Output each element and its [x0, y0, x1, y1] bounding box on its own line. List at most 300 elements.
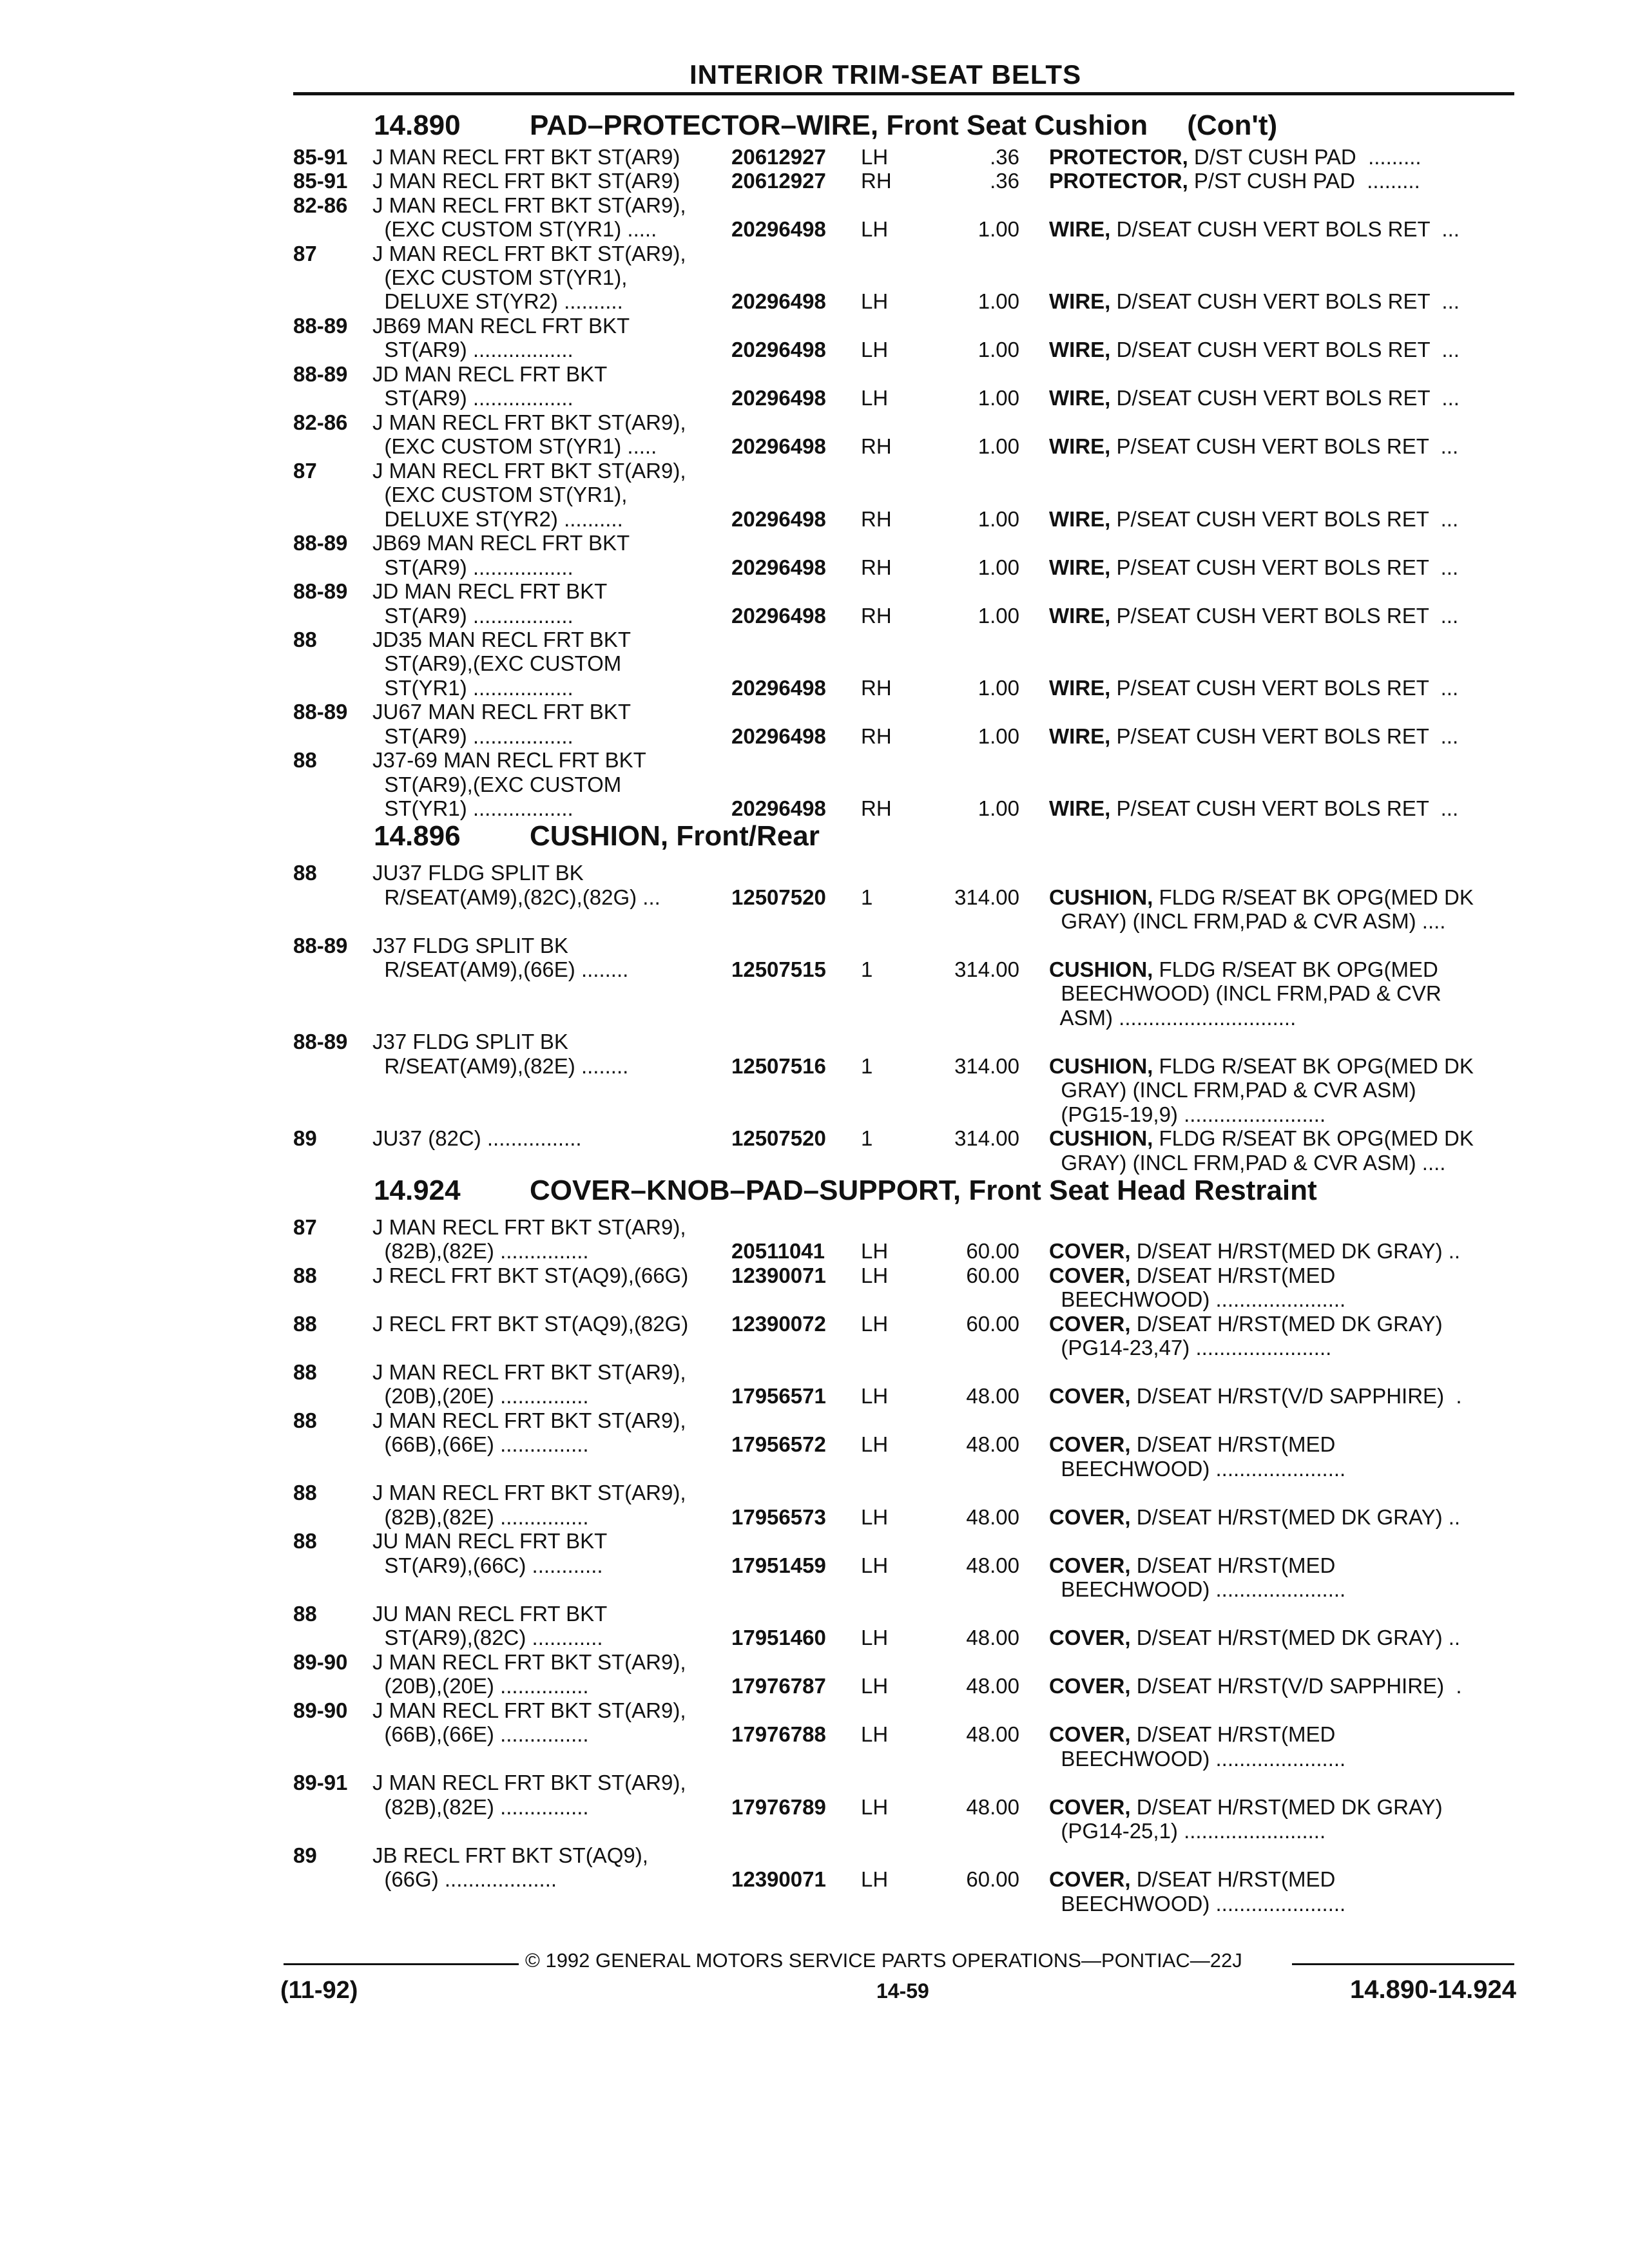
part-number: 20296498 [731, 386, 826, 410]
part-description [1049, 1006, 1296, 1030]
page-number: 14-59 [876, 1979, 929, 2003]
part-description [1049, 1626, 1460, 1650]
part-detail: FLDG R/SEAT BK OPG(MED [1153, 957, 1438, 981]
part-detail: D/SEAT H/RST(MED [1130, 1867, 1336, 1891]
catalog-line [293, 934, 1514, 958]
quantity: RH [861, 555, 892, 579]
section-title: PAD–PROTECTOR–WIRE, Front Seat Cushion (Con't) [530, 110, 1278, 141]
part-description [1049, 1577, 1345, 1602]
part-description [1049, 1336, 1331, 1360]
part-number: 17976788 [731, 1722, 826, 1746]
usage-description: (EXC CUSTOM ST(YR1), [372, 483, 628, 506]
quantity: 1 [861, 957, 873, 981]
catalog-line [293, 1239, 1514, 1264]
part-detail: D/SEAT H/RST(V/D SAPPHIRE) . [1130, 1384, 1462, 1408]
list-price: 314.00 [954, 885, 1019, 909]
part-name: COVER, [1049, 1553, 1131, 1577]
usage-description: ST(YR1) ................. [372, 676, 574, 700]
catalog-line [293, 909, 1514, 934]
part-number: 20296498 [731, 338, 826, 361]
catalog-line [293, 1722, 1514, 1747]
part-name: PROTECTOR, [1049, 169, 1188, 193]
list-price: 314.00 [954, 1054, 1019, 1078]
catalog-line [293, 289, 1514, 314]
list-price: .36 [990, 169, 1019, 193]
catalog-line [293, 314, 1514, 338]
part-number: 20296498 [731, 676, 826, 700]
catalog-line [293, 700, 1514, 724]
part-description [1049, 386, 1460, 410]
part-detail: D/SEAT H/RST(MED DK GRAY) [1130, 1795, 1443, 1819]
list-price: 1.00 [978, 796, 1019, 820]
usage-description: R/SEAT(AM9),(82E) ........ [372, 1054, 629, 1078]
part-name: CUSHION, [1049, 1054, 1153, 1078]
quantity: LH [861, 1264, 889, 1287]
catalog-line [293, 410, 1514, 435]
usage-description: JD35 MAN RECL FRT BKT [372, 628, 631, 651]
usage-description: J MAN RECL FRT BKT ST(AR9), [372, 1650, 686, 1674]
usage-description: (EXC CUSTOM ST(YR1) ..... [372, 217, 657, 241]
part-number: 20296498 [731, 555, 826, 579]
model-year: 82-86 [293, 193, 348, 217]
catalog-line [293, 1529, 1514, 1553]
usage-description: ST(AR9) ................. [372, 338, 574, 361]
list-price: 48.00 [966, 1553, 1019, 1577]
catalog-line [293, 217, 1514, 242]
part-detail: BEECHWOOD) ...................... [1049, 1457, 1346, 1481]
usage-description: (20B),(20E) ............... [372, 1384, 589, 1408]
catalog-line [293, 957, 1514, 982]
usage-description: J MAN RECL FRT BKT ST(AR9), [372, 193, 686, 217]
part-description [1049, 555, 1458, 580]
usage-description: (66B),(66E) ............... [372, 1722, 589, 1746]
quantity: 1 [861, 1126, 873, 1150]
catalog-line [293, 1626, 1514, 1650]
part-name: COVER, [1049, 1239, 1131, 1263]
usage-description: (20B),(20E) ............... [372, 1674, 589, 1698]
list-price: .36 [990, 145, 1019, 169]
part-detail: P/ST CUSH PAD ......... [1188, 169, 1420, 193]
list-price: 1.00 [978, 724, 1019, 748]
usage-description: JU37 (82C) ................ [372, 1126, 582, 1150]
usage-description: ST(AR9) ................. [372, 386, 574, 410]
part-description [1049, 1264, 1335, 1288]
catalog-line [293, 1553, 1514, 1578]
model-year: 88-89 [293, 314, 348, 338]
model-year: 88-89 [293, 700, 348, 724]
quantity: LH [861, 1722, 889, 1746]
usage-description: (66B),(66E) ............... [372, 1432, 589, 1456]
model-year: 88-89 [293, 531, 348, 555]
quantity: LH [861, 289, 889, 313]
catalog-line [293, 265, 1514, 290]
usage-description: J MAN RECL FRT BKT ST(AR9), [372, 1408, 686, 1432]
list-price: 1.00 [978, 676, 1019, 700]
part-description [1049, 885, 1474, 910]
usage-description: DELUXE ST(YR2) .......... [372, 289, 623, 313]
part-name: PROTECTOR, [1049, 145, 1188, 169]
usage-description: DELUXE ST(YR2) .......... [372, 507, 623, 531]
part-name: COVER, [1049, 1384, 1131, 1408]
part-name: COVER, [1049, 1867, 1131, 1891]
part-number: 20296498 [731, 217, 826, 241]
part-name: COVER, [1049, 1264, 1131, 1287]
model-year: 88-89 [293, 1030, 348, 1053]
usage-description: J MAN RECL FRT BKT ST(AR9), [372, 1360, 686, 1384]
catalog-line [293, 1312, 1514, 1336]
part-detail: P/SEAT CUSH VERT BOLS RET ... [1110, 676, 1459, 700]
part-number: 17976789 [731, 1795, 826, 1819]
part-detail: D/SEAT H/RST(MED [1130, 1553, 1336, 1577]
catalog-line [293, 145, 1514, 169]
part-detail: D/SEAT H/RST(MED DK GRAY) .. [1130, 1626, 1461, 1649]
part-name: CUSHION, [1049, 957, 1153, 981]
part-detail: BEECHWOOD) ...................... [1049, 1747, 1346, 1771]
catalog-line [293, 1771, 1514, 1795]
usage-description: J37 FLDG SPLIT BK [372, 934, 568, 957]
list-price: 60.00 [966, 1264, 1019, 1287]
part-number: 17956571 [731, 1384, 826, 1408]
part-number: 20612927 [731, 169, 826, 193]
model-year: 87 [293, 1215, 317, 1239]
catalog-line [293, 1102, 1514, 1127]
part-name: COVER, [1049, 1722, 1131, 1746]
list-price: 1.00 [978, 386, 1019, 410]
catalog-line [293, 1054, 1514, 1079]
model-year: 88-89 [293, 934, 348, 957]
catalog-line [293, 1264, 1514, 1288]
usage-description: JU MAN RECL FRT BKT [372, 1602, 608, 1626]
catalog-line [293, 1819, 1514, 1843]
model-year: 88 [293, 1312, 317, 1336]
model-year: 88 [293, 1360, 317, 1384]
part-description [1049, 1102, 1325, 1127]
catalog-line [293, 1432, 1514, 1457]
list-price: 60.00 [966, 1867, 1019, 1891]
catalog-line [293, 1408, 1514, 1433]
section-number: 14.924 [374, 1175, 461, 1206]
part-description [1049, 909, 1445, 934]
catalog-line [293, 796, 1514, 821]
part-description [1049, 1287, 1345, 1312]
catalog-line [293, 1867, 1514, 1892]
catalog-line [293, 242, 1514, 266]
usage-description: (82B),(82E) ............... [372, 1505, 589, 1529]
part-number: 17956572 [731, 1432, 826, 1456]
part-name: COVER, [1049, 1795, 1131, 1819]
quantity: LH [861, 1626, 889, 1649]
part-detail: P/SEAT CUSH VERT BOLS RET ... [1110, 507, 1459, 531]
part-detail: GRAY) (INCL FRM,PAD & CVR ASM) [1049, 1078, 1416, 1102]
part-description [1049, 1747, 1345, 1771]
part-name: COVER, [1049, 1432, 1131, 1456]
section-range: 14.890-14.924 [1349, 1975, 1516, 2004]
catalog-line [293, 1577, 1514, 1602]
quantity: RH [861, 724, 892, 748]
part-detail: D/SEAT H/RST(V/D SAPPHIRE) . [1130, 1674, 1462, 1698]
model-year: 88 [293, 628, 317, 651]
part-number: 20296498 [731, 796, 826, 820]
catalog-line [293, 773, 1514, 797]
model-year: 85-91 [293, 145, 348, 169]
list-price: 48.00 [966, 1674, 1019, 1698]
part-description [1049, 1151, 1445, 1175]
catalog-line [293, 531, 1514, 555]
usage-description: ST(AR9),(66C) ............ [372, 1553, 603, 1577]
section-title: CUSHION, Front/Rear [530, 820, 820, 852]
part-detail: ASM) .............................. [1049, 1006, 1296, 1030]
date-code: (11-92) [280, 1977, 358, 2004]
catalog-line [293, 1892, 1514, 1916]
part-detail: D/SEAT CUSH VERT BOLS RET ... [1110, 386, 1460, 410]
part-detail: D/SEAT CUSH VERT BOLS RET ... [1110, 289, 1460, 313]
part-number: 20296498 [731, 604, 826, 628]
model-year: 89 [293, 1843, 317, 1867]
part-description [1049, 1819, 1325, 1843]
part-detail: D/SEAT CUSH VERT BOLS RET ... [1110, 217, 1460, 241]
usage-description: J MAN RECL FRT BKT ST(AR9), [372, 1215, 686, 1239]
catalog-line [293, 1505, 1514, 1530]
usage-description: ST(AR9),(EXC CUSTOM [372, 773, 622, 796]
part-name: COVER, [1049, 1674, 1131, 1698]
model-year: 87 [293, 459, 317, 483]
footer-rule-right [1292, 1963, 1514, 1965]
model-year: 82-86 [293, 410, 348, 434]
model-year: 88 [293, 1602, 317, 1626]
part-description [1049, 1054, 1474, 1079]
catalog-line [293, 1602, 1514, 1626]
usage-description: (82B),(82E) ............... [372, 1795, 589, 1819]
part-name: WIRE, [1049, 217, 1111, 241]
catalog-line [293, 193, 1514, 218]
usage-description: R/SEAT(AM9),(82C),(82G) ... [372, 885, 660, 909]
part-detail: BEECHWOOD) ...................... [1049, 1892, 1346, 1916]
part-detail: P/SEAT CUSH VERT BOLS RET ... [1110, 434, 1459, 458]
list-price: 314.00 [954, 1126, 1019, 1150]
model-year: 88 [293, 1529, 317, 1553]
part-name: COVER, [1049, 1505, 1131, 1529]
section-number: 14.890 [374, 110, 461, 141]
usage-description: J37 FLDG SPLIT BK [372, 1030, 568, 1053]
part-description [1049, 724, 1458, 749]
catalog-line [293, 507, 1514, 532]
usage-description: ST(AR9),(EXC CUSTOM [372, 651, 622, 675]
part-description [1049, 1722, 1335, 1747]
catalog-line [293, 338, 1514, 362]
part-number: 12507520 [731, 1126, 826, 1150]
quantity: 1 [861, 1054, 873, 1078]
copyright-notice: © 1992 GENERAL MOTORS SERVICE PARTS OPERATIONS—PONTIAC—22J [525, 1949, 1242, 1972]
quantity: LH [861, 1312, 889, 1336]
part-description [1049, 1553, 1335, 1578]
part-detail: BEECHWOOD) ...................... [1049, 1577, 1346, 1601]
catalog-line [293, 1126, 1514, 1151]
usage-description: JU MAN RECL FRT BKT [372, 1529, 608, 1553]
quantity: LH [861, 217, 889, 241]
usage-description: J MAN RECL FRT BKT ST(AR9) [372, 145, 680, 169]
part-description [1049, 169, 1420, 193]
model-year: 89 [293, 1126, 317, 1150]
catalog-line [293, 1336, 1514, 1360]
part-name: CUSHION, [1049, 1126, 1153, 1150]
catalog-line [293, 604, 1514, 628]
part-detail: BEECHWOOD) (INCL FRM,PAD & CVR [1049, 981, 1441, 1005]
part-description [1049, 796, 1458, 821]
catalog-line [293, 483, 1514, 507]
catalog-line [293, 555, 1514, 580]
part-detail: GRAY) (INCL FRM,PAD & CVR ASM) .... [1049, 909, 1446, 933]
usage-description: ST(AR9) ................. [372, 555, 574, 579]
usage-description: R/SEAT(AM9),(66E) ........ [372, 957, 629, 981]
catalog-line [293, 362, 1514, 387]
part-description [1049, 434, 1458, 459]
model-year: 87 [293, 242, 317, 265]
list-price: 48.00 [966, 1626, 1019, 1649]
list-price: 1.00 [978, 338, 1019, 361]
usage-description: ST(AR9) ................. [372, 604, 574, 628]
list-price: 314.00 [954, 957, 1019, 981]
catalog-line [293, 676, 1514, 700]
part-detail: D/ST CUSH PAD ......... [1188, 145, 1422, 169]
catalog-line [293, 579, 1514, 604]
usage-description: J MAN RECL FRT BKT ST(AR9), [372, 1481, 686, 1504]
part-detail: D/SEAT H/RST(MED [1130, 1432, 1336, 1456]
part-description [1049, 604, 1458, 628]
list-price: 48.00 [966, 1795, 1019, 1819]
section-title: COVER–KNOB–PAD–SUPPORT, Front Seat Head Restraint [530, 1175, 1317, 1206]
catalog-line [293, 628, 1514, 652]
part-description [1049, 289, 1460, 314]
model-year: 88 [293, 861, 317, 885]
quantity: LH [861, 1867, 889, 1891]
part-number: 20296498 [731, 724, 826, 748]
quantity: RH [861, 796, 892, 820]
part-detail: P/SEAT CUSH VERT BOLS RET ... [1110, 724, 1459, 748]
part-detail: (PG15-19,9) ........................ [1049, 1102, 1326, 1126]
part-number: 17951459 [731, 1553, 826, 1577]
model-year: 88 [293, 1481, 317, 1504]
usage-description: JU37 FLDG SPLIT BK [372, 861, 584, 885]
usage-description: J MAN RECL FRT BKT ST(AR9), [372, 1698, 686, 1722]
catalog-line [293, 434, 1514, 459]
model-year: 88 [293, 748, 317, 772]
quantity: RH [861, 507, 892, 531]
part-number: 12390071 [731, 1867, 826, 1891]
part-number: 17976787 [731, 1674, 826, 1698]
part-description [1049, 676, 1458, 700]
part-description [1049, 1126, 1474, 1151]
list-price: 1.00 [978, 217, 1019, 241]
footer-rule-left [284, 1963, 519, 1965]
catalog-line [293, 1650, 1514, 1675]
usage-description: (82B),(82E) ............... [372, 1239, 589, 1263]
quantity: LH [861, 1384, 889, 1408]
list-price: 48.00 [966, 1384, 1019, 1408]
usage-description: J MAN RECL FRT BKT ST(AR9), [372, 1771, 686, 1794]
catalog-line [293, 459, 1514, 483]
quantity: LH [861, 1432, 889, 1456]
part-name: WIRE, [1049, 338, 1111, 361]
part-detail: BEECHWOOD) ...................... [1049, 1287, 1346, 1311]
part-description [1049, 1867, 1335, 1892]
part-description [1049, 1078, 1416, 1102]
part-number: 17956573 [731, 1505, 826, 1529]
catalog-line [293, 1287, 1514, 1312]
quantity: LH [861, 1505, 889, 1529]
catalog-line [293, 1215, 1514, 1240]
part-detail: D/SEAT H/RST(MED DK GRAY) .. [1130, 1239, 1461, 1263]
part-description [1049, 981, 1441, 1006]
quantity: RH [861, 169, 892, 193]
part-number: 12507515 [731, 957, 826, 981]
catalog-line [293, 1698, 1514, 1723]
part-number: 20612927 [731, 145, 826, 169]
part-detail: P/SEAT CUSH VERT BOLS RET ... [1110, 796, 1459, 820]
part-description [1049, 1505, 1460, 1530]
quantity: RH [861, 676, 892, 700]
catalog-line [293, 386, 1514, 410]
catalog-line [293, 1151, 1514, 1175]
list-price: 1.00 [978, 555, 1019, 579]
list-price: 48.00 [966, 1432, 1019, 1456]
model-year: 88 [293, 1264, 317, 1287]
part-description [1049, 1457, 1345, 1481]
quantity: LH [861, 386, 889, 410]
part-name: WIRE, [1049, 555, 1111, 579]
list-price: 1.00 [978, 507, 1019, 531]
catalog-line [293, 1674, 1514, 1698]
part-description [1049, 145, 1422, 169]
part-detail: (PG14-25,1) ........................ [1049, 1819, 1326, 1843]
header-rule [293, 92, 1514, 95]
part-detail: D/SEAT H/RST(MED [1130, 1722, 1336, 1746]
part-name: WIRE, [1049, 434, 1111, 458]
quantity: RH [861, 604, 892, 628]
part-name: WIRE, [1049, 386, 1111, 410]
catalog-line [293, 1360, 1514, 1385]
model-year: 89-90 [293, 1698, 348, 1722]
part-detail: P/SEAT CUSH VERT BOLS RET ... [1110, 555, 1459, 579]
usage-description: JB RECL FRT BKT ST(AQ9), [372, 1843, 648, 1867]
part-number: 12507520 [731, 885, 826, 909]
catalog-line [293, 724, 1514, 749]
part-detail: GRAY) (INCL FRM,PAD & CVR ASM) .... [1049, 1151, 1446, 1175]
list-price: 60.00 [966, 1239, 1019, 1263]
part-detail: D/SEAT H/RST(MED [1130, 1264, 1336, 1287]
usage-description: ST(YR1) ................. [372, 796, 574, 820]
quantity: RH [861, 434, 892, 458]
usage-description: JU67 MAN RECL FRT BKT [372, 700, 631, 724]
part-description [1049, 957, 1438, 982]
part-detail: FLDG R/SEAT BK OPG(MED DK [1153, 1054, 1474, 1078]
quantity: LH [861, 1795, 889, 1819]
part-detail: D/SEAT H/RST(MED DK GRAY) [1130, 1312, 1443, 1336]
usage-description: J37-69 MAN RECL FRT BKT [372, 748, 646, 772]
part-name: COVER, [1049, 1312, 1131, 1336]
usage-description: J MAN RECL FRT BKT ST(AR9) [372, 169, 680, 193]
catalog-line [293, 1747, 1514, 1771]
part-detail: FLDG R/SEAT BK OPG(MED DK [1153, 1126, 1474, 1150]
catalog-line [293, 748, 1514, 773]
model-year: 88 [293, 1408, 317, 1432]
quantity: LH [861, 1239, 889, 1263]
part-number: 20296498 [731, 434, 826, 458]
catalog-line [293, 651, 1514, 676]
catalog-line [293, 1030, 1514, 1054]
usage-description: JD MAN RECL FRT BKT [372, 362, 608, 386]
part-detail: D/SEAT H/RST(MED DK GRAY) .. [1130, 1505, 1461, 1529]
usage-description: J MAN RECL FRT BKT ST(AR9), [372, 459, 686, 483]
